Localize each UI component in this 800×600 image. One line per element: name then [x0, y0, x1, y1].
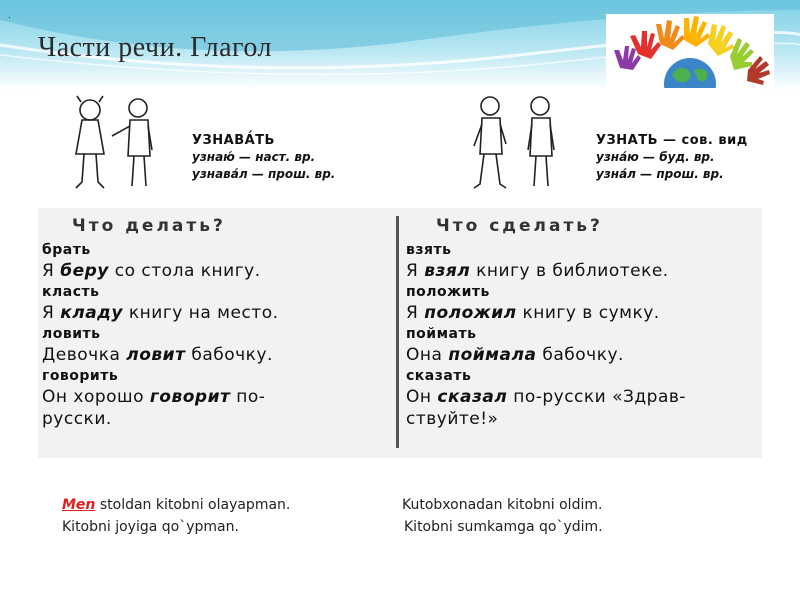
- hands-globe-icon: [606, 14, 774, 88]
- example-sentence: Я взял книгу в библиотеке.: [406, 261, 669, 281]
- right-verb-block: [596, 132, 748, 183]
- translation-line-2: Kitobni joyiga qo`ypman.: [62, 519, 239, 535]
- perfective-column: [406, 216, 760, 430]
- imperfective-question: Что делать?: [72, 216, 226, 236]
- list-item: [42, 240, 392, 282]
- translation-right: [402, 494, 603, 538]
- left-verb-main: УЗНАВА́ТЬ: [192, 133, 275, 148]
- hands-globe-logo: [606, 14, 774, 88]
- left-verb-form-2: узнава́л — прош. вр.: [192, 167, 336, 181]
- example-sentence: Девочка ловит бабочку.: [42, 345, 273, 365]
- verb-infinitive: поймать: [406, 326, 477, 342]
- verb-infinitive: положить: [406, 284, 490, 300]
- right-verb-form-1: узна́ю — буд. вр.: [596, 150, 715, 164]
- example-sentence: Она поймала бабочку.: [406, 345, 624, 365]
- highlight-word: Men: [62, 497, 96, 513]
- list-item: [406, 324, 760, 366]
- two-boys-figures: [464, 92, 564, 196]
- translation-line-2: Kitobni sumkamga qo`ydim.: [404, 519, 603, 535]
- example-sentence: Я кладу книгу на место.: [42, 303, 279, 323]
- translation-line-1: Kutobxonadan kitobni oldim.: [402, 497, 603, 513]
- verb-infinitive: говорить: [42, 368, 119, 384]
- list-item: [42, 282, 392, 324]
- example-sentence: Он хорошо говорит по- русски.: [42, 387, 266, 429]
- list-item: [406, 282, 760, 324]
- textbook-card: [38, 88, 762, 458]
- example-sentence: Он сказал по-русски «Здрав- ствуйте!»: [406, 387, 687, 429]
- verb-infinitive: класть: [42, 284, 100, 300]
- left-verb-block: [192, 132, 335, 183]
- translation-left: [62, 494, 290, 538]
- list-item: [42, 366, 392, 430]
- translation-line-1: [62, 494, 290, 516]
- corner-dot: .: [8, 10, 11, 21]
- boy-girl-figures: [60, 92, 160, 196]
- slide-title: Части речи. Глагол: [38, 32, 272, 63]
- imperfective-column: [42, 216, 392, 430]
- left-verb-form-1: узнаю́ — наст. вр.: [192, 150, 316, 164]
- list-item: [406, 240, 760, 282]
- example-sentence: Я положил книгу в сумку.: [406, 303, 660, 323]
- verb-infinitive: брать: [42, 242, 91, 258]
- translation-rest: stoldan kitobni olayapman.: [95, 497, 291, 513]
- right-verb-main: УЗНАТЬ — сов. вид: [596, 133, 748, 148]
- verb-infinitive: сказать: [406, 368, 472, 384]
- verb-infinitive: взять: [406, 242, 452, 258]
- list-item: [406, 366, 760, 430]
- perfective-question: Что сделать?: [436, 216, 603, 236]
- right-verb-form-2: узна́л — прош. вр.: [596, 167, 724, 181]
- column-divider: [396, 216, 399, 448]
- list-item: [42, 324, 392, 366]
- example-sentence: Я беру со стола книгу.: [42, 261, 261, 281]
- verb-infinitive: ловить: [42, 326, 101, 342]
